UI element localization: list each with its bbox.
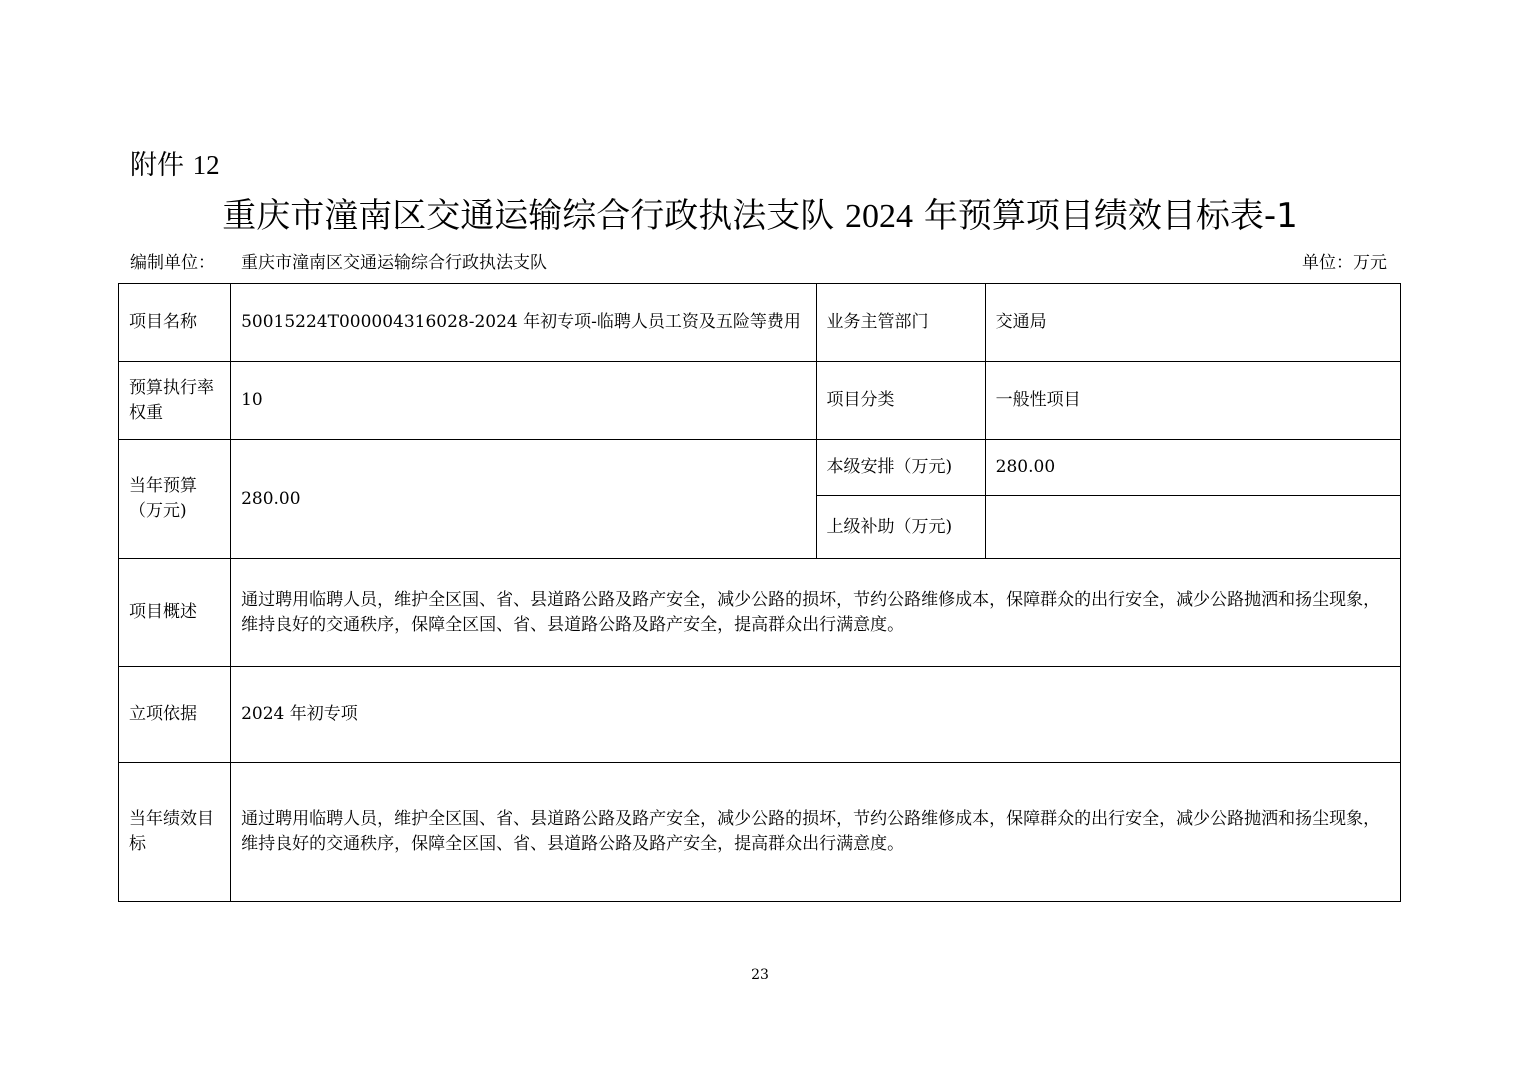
org-name: 重庆市潼南区交通运输综合行政执法支队 bbox=[241, 253, 547, 273]
org-label: 编制单位： bbox=[130, 253, 215, 273]
weight-value: 10 bbox=[231, 362, 816, 440]
project-name-label: 项目名称 bbox=[119, 284, 231, 362]
dept-label: 业务主管部门 bbox=[816, 284, 985, 362]
goal-label: 当年绩效目标 bbox=[119, 763, 231, 902]
category-value: 一般性项目 bbox=[985, 362, 1400, 440]
table-row bbox=[119, 362, 1401, 440]
goal-value: 通过聘用临聘人员，维护全区国、省、县道路公路及路产安全，减少公路的损坏，节约公路维修成本，保障群众的出行安全，减少公路抛洒和扬尘现象，维持良好的交通秩序，保障全区国、省、县道路公路及路产安全，提高群众出行满意度。 bbox=[231, 763, 1401, 902]
table-row bbox=[119, 559, 1401, 667]
table-row bbox=[119, 763, 1401, 902]
attachment-label: 附件 12 bbox=[130, 150, 220, 181]
dept-value: 交通局 bbox=[985, 284, 1400, 362]
performance-table bbox=[118, 283, 1401, 902]
table-row bbox=[119, 284, 1401, 362]
overview-label: 项目概述 bbox=[119, 559, 231, 667]
title-part1: 重庆市潼南区交通运输综合行政执法支队 bbox=[222, 196, 835, 236]
budget-label: 当年预算（万元) bbox=[119, 440, 231, 559]
title-part2: 年预算项目绩效目标表-1 bbox=[923, 196, 1298, 236]
local-label: 本级安排（万元) bbox=[816, 440, 985, 496]
page-title bbox=[0, 188, 1520, 237]
local-value: 280.00 bbox=[985, 440, 1400, 496]
table-row bbox=[119, 440, 1401, 496]
superior-label: 上级补助（万元) bbox=[816, 496, 985, 559]
category-label: 项目分类 bbox=[816, 362, 985, 440]
table-row bbox=[119, 667, 1401, 763]
title-year: 2024 bbox=[845, 198, 914, 235]
project-name-value: 50015224T000004316028-2024 年初专项-临聘人员工资及五险等费用 bbox=[231, 284, 816, 362]
superior-value bbox=[985, 496, 1400, 559]
org-line bbox=[130, 248, 547, 273]
attachment-number: 12 bbox=[192, 150, 220, 180]
budget-value: 280.00 bbox=[231, 440, 816, 559]
basis-value: 2024 年初专项 bbox=[231, 667, 1401, 763]
weight-label: 预算执行率权重 bbox=[119, 362, 231, 440]
unit-label: 单位：万元 bbox=[1302, 253, 1387, 273]
overview-value: 通过聘用临聘人员，维护全区国、省、县道路公路及路产安全，减少公路的损坏，节约公路维修成本，保障群众的出行安全，减少公路抛洒和扬尘现象，维持良好的交通秩序，保障全区国、省、县道路公路及路产安全，提高群众出行满意度。 bbox=[231, 559, 1401, 667]
page-number: 23 bbox=[751, 967, 769, 983]
basis-label: 立项依据 bbox=[119, 667, 231, 763]
